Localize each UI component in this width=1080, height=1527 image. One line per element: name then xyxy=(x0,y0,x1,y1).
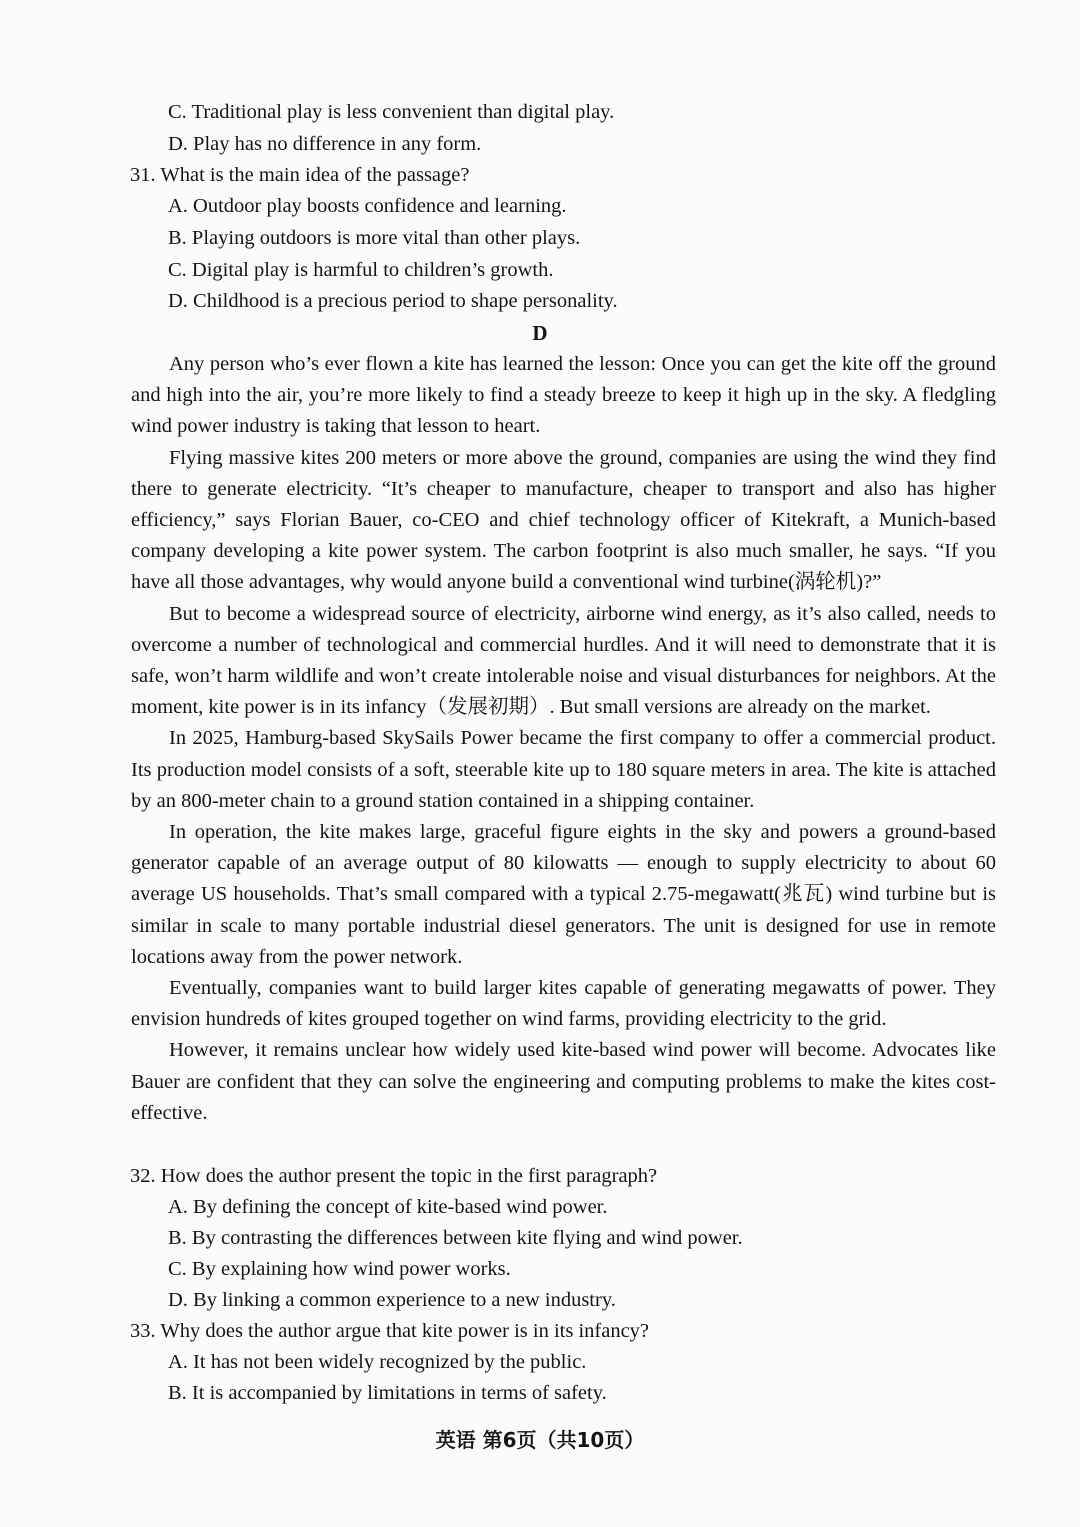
question-31-option-c: C. Digital play is harmful to children’s growth. xyxy=(168,259,554,281)
question-32-stem: 32. How does the author present the topic in the first paragraph? xyxy=(130,1165,658,1187)
question-31-option-a: A. Outdoor play boosts confidence and learning. xyxy=(168,195,567,217)
question-31-option-d: D. Childhood is a precious period to shape personality. xyxy=(168,290,618,312)
option-c-prev: C. Traditional play is less convenient than digital play. xyxy=(168,101,615,123)
passage-paragraph-6: Eventually, companies want to build larger kites capable of generating megawatts of power. They envision hundreds of kites grouped together on wind farms, providing electricity to the grid. xyxy=(131,977,996,1031)
question-33-option-a: A. It has not been widely recognized by the public. xyxy=(168,1351,587,1373)
passage-paragraph-4: In 2025, Hamburg-based SkySails Power became the first company to offer a commercial product. Its production model consists of a soft, steerable kite up to 180 square meters in area. The kite is attached by an 800-meter chain to a ground station contained in a shipping container. xyxy=(131,727,996,812)
passage-paragraph-5: In operation, the kite makes large, graceful figure eights in the sky and powers a ground-based generator capable of an average output of 80 kilowatts — enough to supply electricity to about 60 average US households. That’s small compared with a typical 2.75-megawatt(兆瓦) wind turbine but is similar in scale to many portable industrial diesel generators. The unit is designed for use in remote locations away from the power network. xyxy=(131,821,996,968)
section-heading: D xyxy=(532,321,548,345)
question-33-stem: 33. Why does the author argue that kite power is in its infancy? xyxy=(130,1320,650,1342)
question-31-stem: 31. What is the main idea of the passage? xyxy=(130,164,470,186)
question-32-option-c: C. By explaining how wind power works. xyxy=(168,1258,511,1280)
option-d-prev: D. Play has no difference in any form. xyxy=(168,133,482,155)
question-32-option-b: B. By contrasting the differences between kite flying and wind power. xyxy=(168,1227,743,1249)
passage-paragraph-7: However, it remains unclear how widely used kite-based wind power will become. Advocates like Bauer are confident that they can solve the engineering and computing problems to make the kites cost-effective. xyxy=(131,1039,996,1124)
question-31-option-b: B. Playing outdoors is more vital than other plays. xyxy=(168,227,581,249)
passage xyxy=(131,349,996,1129)
question-32-option-d: D. By linking a common experience to a new industry. xyxy=(168,1289,616,1311)
question-33-option-b: B. It is accompanied by limitations in terms of safety. xyxy=(168,1382,607,1404)
passage-paragraph-3: But to become a widespread source of electricity, airborne wind energy, as it’s also called, needs to overcome a number of technological and commercial hurdles. And it will need to demonstrate that it is safe, won’t harm wildlife and won’t create intolerable noise and visual disturbances for neighbors. At the moment, kite power is in its infancy（发展初期）. But small versions are already on the market. xyxy=(131,602,996,719)
passage-paragraph-2: Flying massive kites 200 meters or more above the ground, companies are using the wind they find there to generate electricity. “It’s cheaper to manufacture, cheaper to transport and also has higher efficiency,” says Florian Bauer, co-CEO and chief technology officer of Kitekraft, a Munich-based company developing a kite power system. The carbon footprint is also much smaller, he says. “If you have all those advantages, why would anyone build a conventional wind turbine(涡轮机)?” xyxy=(131,446,996,594)
page-footer: 英语 第6页（共10页） xyxy=(435,1428,645,1452)
question-32-option-a: A. By defining the concept of kite-based wind power. xyxy=(168,1196,608,1218)
passage-paragraph-1: Any person who’s ever flown a kite has learned the lesson: Once you can get the kite off the ground and high into the air, you’re more likely to find a steady breeze to keep it high up in the sky. A fledgling wind power industry is taking that lesson to heart. xyxy=(131,353,996,438)
